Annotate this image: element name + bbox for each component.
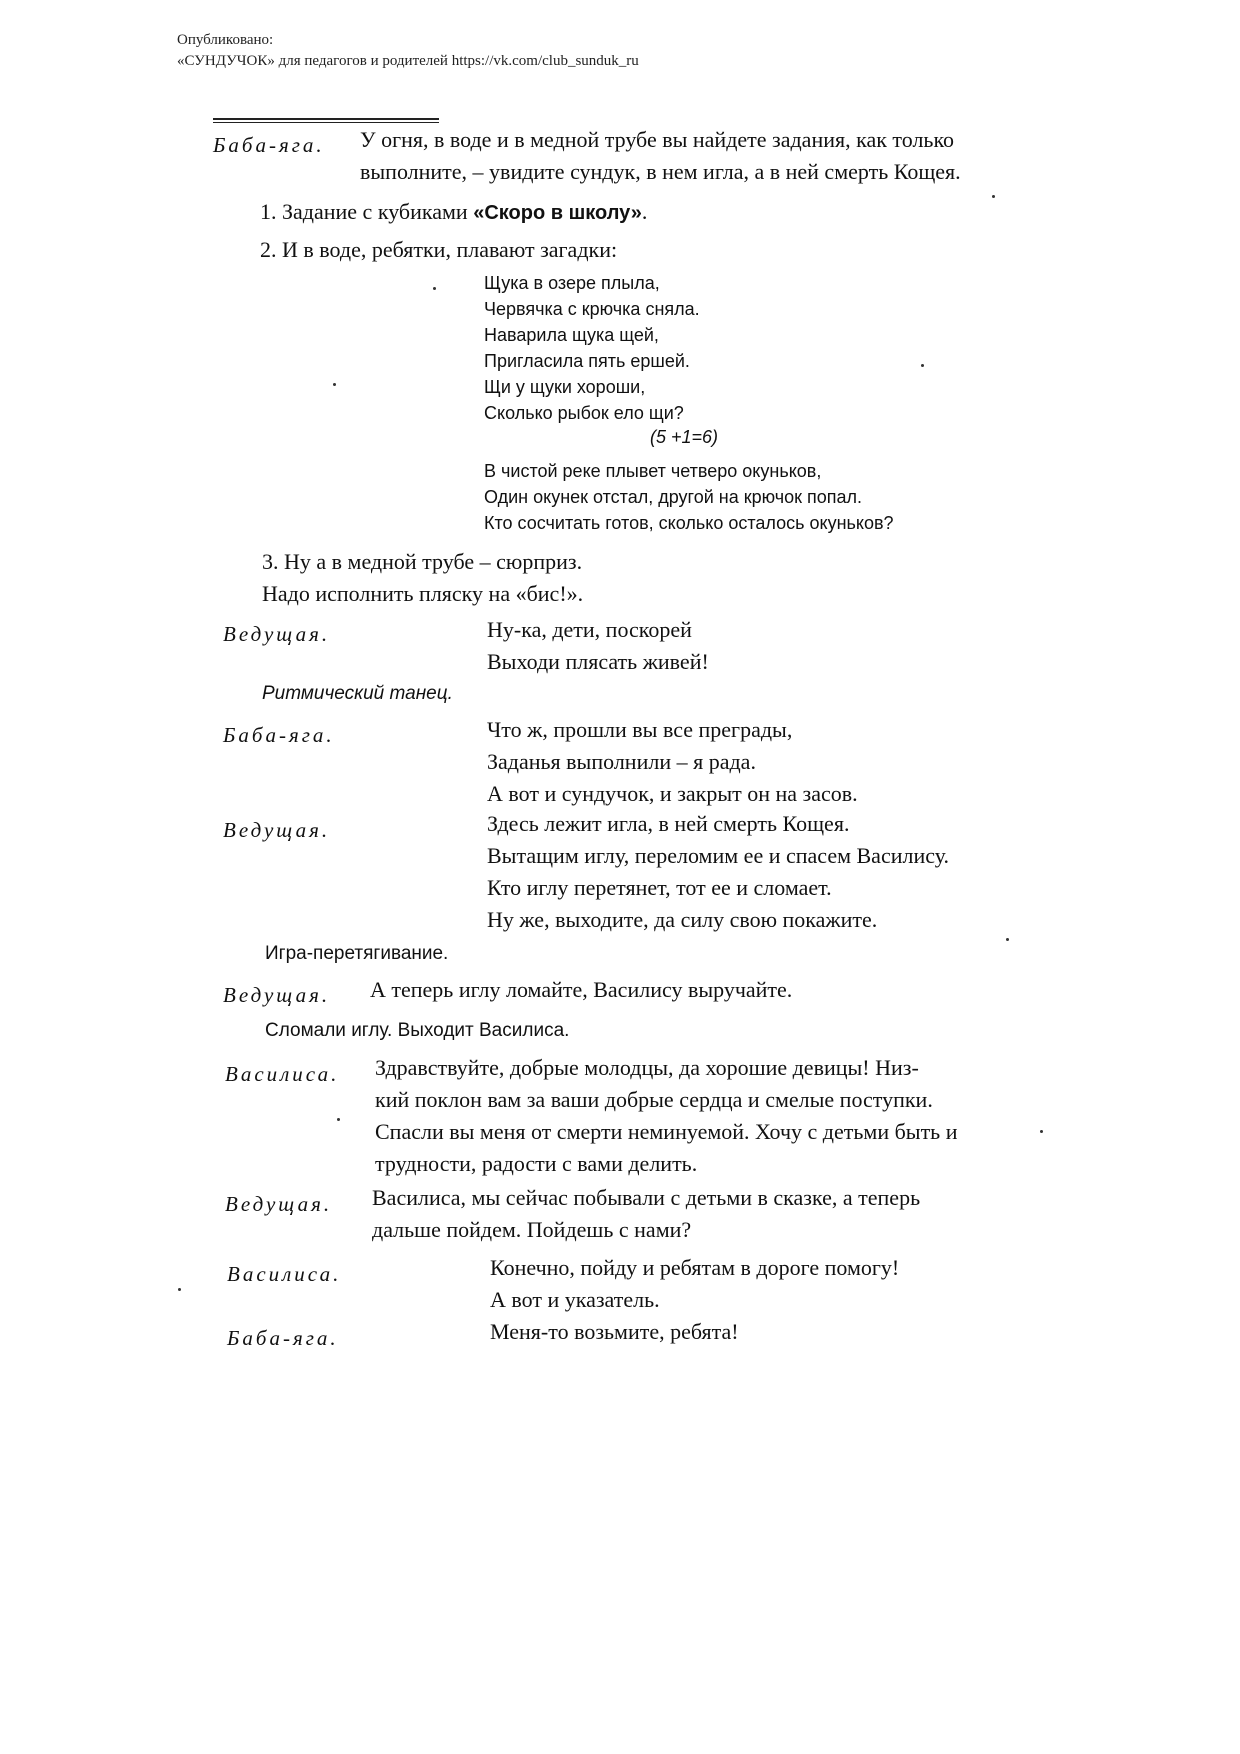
scan-speck [433, 287, 436, 290]
task-1-title: «Скоро в школу» [473, 202, 642, 224]
task-2: 2. И в воде, ребятки, плавают загадки: [260, 237, 618, 262]
task-1-prefix: 1. Задание с кубиками [260, 199, 474, 224]
dialogue-5-line: кий поклон вам за ваши добрые сердца и смелые поступки. [375, 1087, 933, 1112]
dialogue-2-line: А вот и сундучок, и закрыт он на засов. [487, 781, 858, 806]
riddle-1-line: Червячка с крючка сняла. [484, 299, 700, 319]
riddle-1-line: Щука в озере плыла, [484, 273, 660, 293]
riddle-2-line: Кто сосчитать готов, сколько осталось окуньков? [484, 513, 894, 533]
task-3-line-1: 3. Ну а в медной трубе – сюрприз. [262, 549, 583, 574]
riddle-1-line: Сколько рыбок ело щи? [484, 403, 684, 423]
dialogue-3-line: Кто иглу перетянет, тот ее и сломает. [487, 875, 832, 900]
riddle-1-line: Щи у щуки хороши, [484, 377, 646, 397]
source-line: «СУНДУЧОК» для педагогов и родителей https://vk.com/club_sunduk_ru [177, 53, 639, 69]
intro-line-2: выполните, – увидите сундук, в нем игла, а в ней смерть Кощея. [360, 159, 961, 184]
dialogue-5-line: Спасли вы меня от смерти неминуемой. Хочу с детьми быть и [375, 1119, 958, 1144]
speaker-vedushchaya: Ведущая. [223, 622, 331, 646]
top-rule-thin [213, 122, 439, 123]
speaker-vedushchaya: Ведущая. [225, 1192, 333, 1216]
scan-speck [992, 195, 995, 198]
scan-speck [1040, 1130, 1043, 1133]
riddle-1-line: Наварила щука щей, [484, 325, 659, 345]
dialogue-3-line: Вытащим иглу, переломим ее и спасем Василису. [487, 843, 949, 868]
riddle-1-line: Пригласила пять ершей. [484, 351, 690, 371]
scan-speck [337, 1118, 340, 1121]
riddle-2-line: В чистой реке плывет четверо окуньков, [484, 461, 822, 481]
speaker-baba-yaga: Баба-яга. [227, 1326, 339, 1350]
speaker-vedushchaya: Ведущая. [223, 983, 331, 1007]
dialogue-8-text: Меня-то возьмите, ребята! [490, 1319, 739, 1344]
dialogue-3-line: Ну же, выходите, да силу свою покажите. [487, 907, 878, 932]
dialogue-6-line: Василиса, мы сейчас побывали с детьми в сказке, а теперь [372, 1185, 921, 1210]
speaker-vedushchaya: Ведущая. [223, 818, 331, 842]
intro-line-1: У огня, в воде и в медной трубе вы найдете задания, как только [360, 127, 955, 152]
dialogue-4-text: А теперь иглу ломайте, Василису выручайте. [370, 977, 793, 1002]
task-1 [260, 196, 647, 229]
published-label: Опубликовано: [177, 32, 274, 48]
note-needle-broken: Сломали иглу. Выходит Василиса. [265, 1020, 570, 1041]
top-rule [213, 118, 439, 120]
dialogue-5-line: Здравствуйте, добрые молодцы, да хорошие девицы! Низ- [375, 1055, 919, 1080]
dialogue-5-line: трудности, радости с вами делить. [375, 1151, 698, 1176]
note-tug-game: Игра-перетягивание. [265, 943, 449, 964]
dialogue-1-line: Ну-ка, дети, поскорей [487, 617, 692, 642]
dialogue-2-line: Заданья выполнили – я рада. [487, 749, 756, 774]
speaker-vasilisa: Василиса. [225, 1062, 340, 1086]
publication-note [177, 30, 639, 72]
scan-speck [178, 1288, 181, 1291]
riddle-2-line: Один окунек отстал, другой на крючок попал. [484, 487, 863, 507]
riddle-2 [484, 458, 894, 536]
dialogue-6-line: дальше пойдем. Пойдешь с нами? [372, 1217, 692, 1242]
riddle-1-answer: (5 +1=6) [650, 427, 719, 447]
speaker-vasilisa: Василиса. [227, 1262, 342, 1286]
dialogue-3-line: Здесь лежит игла, в ней смерть Кощея. [487, 811, 850, 836]
riddle-1 [484, 270, 700, 426]
speaker-baba-yaga: Баба-яга. [223, 723, 335, 747]
dialogue-7-line: Конечно, пойду и ребятам в дороге помогу! [490, 1255, 900, 1280]
dialogue-1-line: Выходи плясать живей! [487, 649, 709, 674]
dialogue-2-line: Что ж, прошли вы все преграды, [487, 717, 793, 742]
task-3-line-2: Надо исполнить пляску на «бис!». [262, 581, 584, 606]
dialogue-7-line: А вот и указатель. [490, 1287, 660, 1312]
note-rhythmic-dance: Ритмический танец. [262, 683, 453, 704]
scan-speck [1006, 938, 1009, 941]
speaker-baba-yaga: Баба-яга. [213, 133, 325, 157]
scan-speck [921, 364, 924, 367]
scan-speck [333, 383, 336, 386]
task-1-suffix: . [641, 199, 648, 224]
